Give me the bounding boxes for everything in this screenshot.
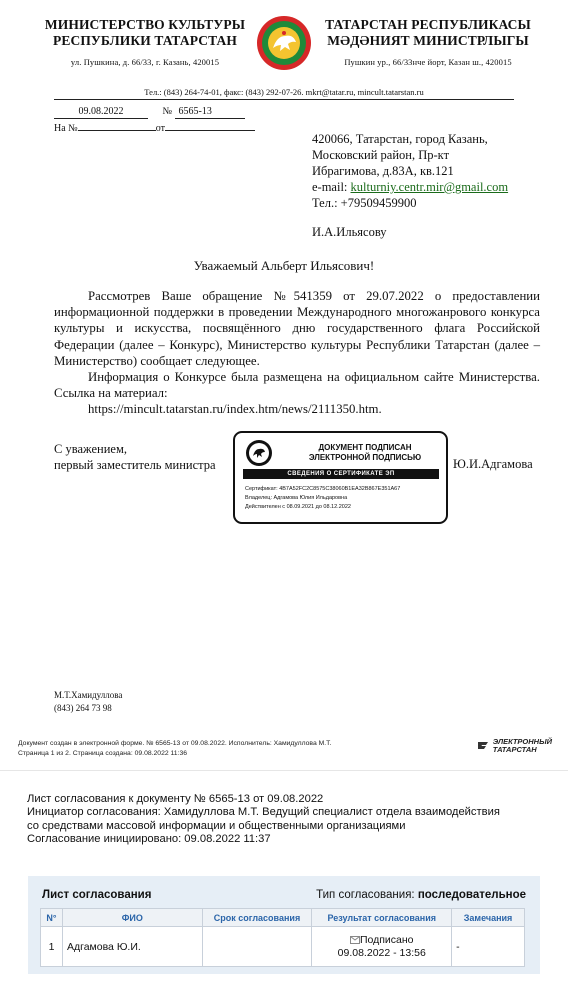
electronic-signature-stamp xyxy=(233,431,448,524)
approval-type-value: последовательное xyxy=(417,889,526,901)
reference-line xyxy=(54,121,255,135)
registration-number-label: № xyxy=(162,106,173,117)
approval-type-label: Тип согласования: xyxy=(316,889,418,901)
logo-line2: ТАТАРСТАН xyxy=(492,745,537,754)
stamp-title xyxy=(285,443,445,463)
letter-paragraph-2: Информация о Конкурсе была размещена на официальном сайте Министерства. Ссылка на материал: xyxy=(54,370,540,401)
executor-name: М.Т.Хамидуллова xyxy=(54,690,123,700)
page-separator xyxy=(0,770,568,771)
ministry-title-tt-line1: ТАТАРСТАН РЕСПУБЛИКАСЫ xyxy=(325,17,531,32)
recipient-address-line2: Московский район, Пр-кт xyxy=(312,148,450,162)
stamp-emblem-icon xyxy=(245,439,273,467)
approval-initiator-line2: со средствами массовой информации и общественными организациями xyxy=(27,819,406,832)
letter-paragraph-1: Рассмотрев Ваше обращение №541359 от 29.07.2022 о предоставлении информационной поддержки в проведении Международного многожанрового конкурса культуры и искусства, посвящённого дню государственного флага Российской Федерации (далее – Конкурс), Министерство культуры Республики Татарстан (далее – Министерство) сообщает следующее. xyxy=(54,289,540,368)
result-date: 09.08.2022 - 13:56 xyxy=(337,946,426,959)
ministry-address-ru: ул. Пушкина, д. 66/33, г. Казань, 420015 xyxy=(70,57,220,67)
registration-line xyxy=(54,106,245,119)
signer-position: первый заместитель министра xyxy=(54,458,216,472)
ministry-title-tt xyxy=(318,17,538,67)
registration-date: 09.08.2022 xyxy=(54,106,148,119)
recipient-address-line3: Ибрагимова, д.83А, кв.121 xyxy=(312,164,454,178)
approval-type xyxy=(316,889,526,901)
approval-table xyxy=(40,908,525,967)
ministry-title-ru xyxy=(40,17,250,67)
ministry-contacts: Тел.: (843) 264-74-01, факс: (843) 292-07-26. mkrt@tatar.ru, mincult.tatarstan.ru xyxy=(144,87,424,97)
row-number: 1 xyxy=(41,927,63,967)
result-label: Подписано xyxy=(359,933,414,946)
approval-panel xyxy=(28,876,540,974)
reference-date xyxy=(165,121,255,131)
result-status xyxy=(316,934,447,947)
footer-line2: Страница 1 из 2. Страница создана: 09.08.2022 11:36 xyxy=(18,750,188,757)
greeting: Уважаемый Альберт Ильясович! xyxy=(193,258,375,273)
recipient-email-row xyxy=(312,179,508,195)
ministry-title-ru-line1: МИНИСТЕРСТВО КУЛЬТУРЫ xyxy=(44,17,246,32)
col-result: Результат согласования xyxy=(312,909,452,927)
recipient-block xyxy=(312,131,508,211)
signer-name: Ю.И.Адгамова xyxy=(453,457,533,471)
footer-line1: Документ создан в электронной форме. № 6565-13 от 09.08.2022. Исполнитель: Хамидуллова М.Т. xyxy=(18,740,332,747)
col-remarks: Замечания xyxy=(452,909,525,927)
col-deadline: Срок согласования xyxy=(202,909,312,927)
envelope-icon xyxy=(350,935,360,944)
stamp-title-line2: ЭЛЕКТРОННОЙ ПОДПИСЬЮ xyxy=(308,453,422,462)
header-divider xyxy=(54,99,514,100)
reference-from-label: от xyxy=(155,123,165,134)
ministry-title-ru-line2: РЕСПУБЛИКИ ТАТАРСТАН xyxy=(53,33,237,48)
recipient-email-link[interactable]: kulturniy.centr.mir@gmail.com xyxy=(350,180,509,194)
document-footer xyxy=(0,733,568,763)
row-fio: Адгамова Ю.И. xyxy=(62,927,202,967)
reference-number xyxy=(78,121,156,131)
recipient-phone: Тел.: +79509459900 xyxy=(312,196,417,210)
approval-initiated-date: Согласование инициировано: 09.08.2022 11:37 xyxy=(27,832,271,845)
electronic-tatarstan-logo xyxy=(476,738,552,754)
stamp-certificate: Сертификат: 4B7A52FC2C8575C38060B1EA32B867E351A67 xyxy=(245,486,401,492)
table-row xyxy=(41,927,525,967)
logo-line1: ЭЛЕКТРОННЫЙ xyxy=(492,737,552,746)
letter-body xyxy=(54,288,540,418)
approval-initiator-line1: Инициатор согласования: Хамидуллова М.Т. Ведущий специалист отдела взаимодействия xyxy=(27,806,500,819)
reference-label: На № xyxy=(54,123,78,134)
material-link[interactable]: https://mincult.tatarstan.ru/index.htm/news/2111350.htm. xyxy=(88,402,382,417)
executor-phone: (843) 264 73 98 xyxy=(54,703,112,713)
stamp-title-line1: ДОКУМЕНТ ПОДПИСАН xyxy=(318,443,412,452)
tatarstan-emblem-icon xyxy=(255,14,313,72)
ministry-address-tt: Пушкин ур., 66/33нче йорт, Казан ш., 420015 xyxy=(344,57,512,67)
approval-table-header xyxy=(41,909,525,927)
signature-closing: С уважением, xyxy=(54,442,127,456)
row-remarks: - xyxy=(452,927,525,967)
ministry-title-tt-line2: МӘДӘНИЯТ МИНИСТРЛЫГЫ xyxy=(327,33,529,48)
stamp-validity: Действителен с 08.09.2021 до 08.12.2022 xyxy=(245,504,351,510)
row-result xyxy=(312,927,452,967)
stamp-owner: Владелец: Адгамова Юлия Ильдаровна xyxy=(245,495,348,501)
e-logo-icon xyxy=(476,739,490,753)
row-deadline xyxy=(202,927,312,967)
recipient-address-line1: 420066, Татарстан, город Казань, xyxy=(312,132,488,146)
recipient-name: И.А.Ильясову xyxy=(312,225,387,239)
signature-block xyxy=(54,441,216,473)
approval-doc-line: Лист согласования к документу № 6565-13 от 09.08.2022 xyxy=(27,793,324,805)
col-number: N° xyxy=(41,909,63,927)
col-fio: ФИО xyxy=(62,909,202,927)
recipient-email-label: e-mail: xyxy=(312,180,351,194)
approval-panel-title: Лист согласования xyxy=(42,889,152,901)
executor-block xyxy=(54,689,122,715)
stamp-certificate-bar: СВЕДЕНИЯ О СЕРТИФИКАТЕ ЭП xyxy=(243,469,439,479)
approval-info xyxy=(27,793,547,846)
registration-number: 6565-13 xyxy=(175,106,245,119)
